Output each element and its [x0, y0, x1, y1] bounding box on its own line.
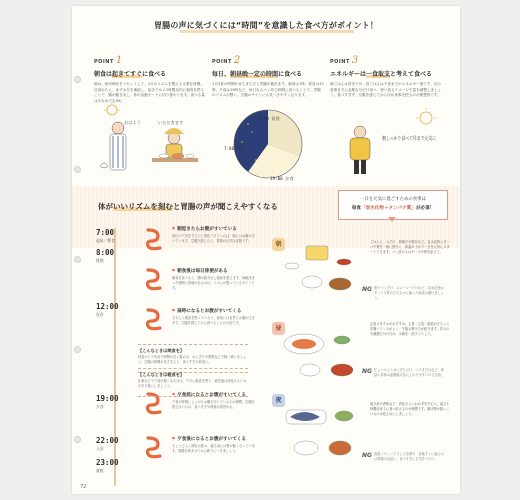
breakfast-illustration [282, 242, 366, 308]
meal-tag-dinner: 夜 [272, 394, 285, 407]
meal-tag-lunch: 昼 [272, 322, 285, 335]
time-block: 23:00 就寝 [96, 458, 119, 473]
miso-soup [329, 278, 351, 290]
side-dish [335, 411, 353, 421]
point-heading: 毎日、朝昼晩一定の時間に食べる [212, 71, 303, 78]
binder-holes [74, 6, 82, 494]
illustration-clock [212, 102, 324, 182]
timeline-entry: ● 夕食前になるとお腹がすいてくる 夕食の時間にしっかりお腹が空いているのが理想。空腹を感じないのは、食べすぎや間食が原因かも。 [172, 392, 256, 419]
point-number: 3 [351, 55, 359, 66]
page-title: 胃腸の声に気づくには“時間”を意識した食べ方がポイント！ [153, 21, 379, 30]
rice-bowl [302, 276, 322, 288]
memo-snack: 【こんなときは間食を】 昼食から夕食まで時間が空く場合は、おにぎりや果物などで軽く補いましょう。空腹の時間が長すぎると、食べすぎの原因に。 [138, 344, 248, 373]
intestine-icon [142, 268, 168, 290]
side-dish [285, 263, 299, 269]
clock-label: 12:00 昼食 [256, 116, 280, 121]
time-block: 7:00 起床／朝食 [96, 228, 115, 243]
handwritten-note: 朝しっかり食べて昼まで元気に [382, 136, 455, 142]
illustration-energy [330, 102, 455, 182]
timeline-entry: ● 朝食後は毎日排便がある 朝食を食べると、腸が動き出し便意を感じます。毎朝決まった時間に排便があるのは、リズムが整っているサインです。 [172, 268, 256, 295]
ng-description: 忙しいからとおにぎりだけ、パスタだけなど、単品の食事は血糖値が急に上がりやすいので注意。 [374, 368, 445, 377]
dinner-illustration [282, 402, 366, 472]
speech-text: おはよう [124, 120, 141, 125]
meal-description: 焼き魚や煮物など、消化のよいおかずを中心に。寝る3時間前までに食べ終えるのが理想です。揚げ物や脂っこいものは控えめにしましょう。 [370, 402, 450, 416]
timeline-entry: ● 夕食後になるとお腹がすいてくる ちょうどよく消化が進み、寝る前には胃が軽くなっています。胃腸を休ませてから眠りにつきましょう。 [172, 436, 256, 463]
point-number: 2 [233, 55, 241, 66]
binder-hole [74, 346, 81, 353]
yellow-jacket [350, 138, 370, 160]
callout-tail [388, 217, 396, 222]
rice-bowl [300, 364, 320, 376]
point-body: 朝ごはんは昼までの、昼ごはんは夕食までのエネルギー源です。次の食事までに必要な分だけ食べ、使い切るイメージで量を調整しましょう。食べすぎず、空腹を感じてから次の食事を摂るのが理想的です。 [330, 82, 442, 98]
ng-description: 夜遅くのこってりした食事や、食後すぐに寝るのは胃腸の負担に。食べすぎにも気をつけて。 [374, 452, 444, 461]
callout-box [338, 190, 448, 220]
binder-hole [74, 166, 81, 173]
ng-label: NG [362, 452, 372, 459]
salad [334, 336, 350, 344]
intestine-icon [142, 436, 168, 458]
point-label: POINT [212, 59, 232, 65]
meal-tag-breakfast: 朝 [272, 238, 285, 251]
soup-bowl [186, 154, 194, 158]
memo-light-meal: 【こんなときは軽食を】 仕事などで夕食が遅くなる日は、夕方に軽食を摂り、帰宅後は消化のよいものを少量にしましょう。 [138, 368, 248, 397]
intestine-icon [142, 308, 168, 330]
ng-label: NG [362, 368, 372, 375]
person-head [112, 122, 124, 134]
clock-label: 19:00 夕食 [270, 176, 294, 181]
rice-bowl [159, 154, 169, 158]
page-number: 72 [80, 484, 87, 490]
meal-description: ごはんに、みそ汁、卵焼きや納豆など。炭水化物とタンパク質を一緒に摂ると、体温が上がり一日を元気にスタートできます。パン派の人はチーズや卵を添えて。 [370, 240, 450, 254]
time-block: 12:00 昼食 [96, 302, 119, 317]
point-label: POINT [330, 59, 350, 65]
point-body: 朝は、体内時計をリセットして、1日のリズムを整える大事な時間。目覚めたら、まず水分を補給し、起きてから1時間以内に朝食を摂ることで、腸が動き出し、体が活動モードに切り替わります。食べる量は少なめでもOK。 [94, 82, 205, 103]
binder-hole [74, 436, 81, 443]
magazine-page [72, 6, 460, 494]
chicken-icon [100, 163, 108, 168]
callout-line: 一日を元気に過ごすための食事は [360, 197, 426, 202]
soup-bowl [331, 364, 353, 376]
clock-label: 7:00 朝食 [224, 146, 245, 151]
point-number: 1 [115, 55, 123, 66]
time-block: 8:00 排便 [96, 248, 115, 263]
callout-line: 毎食「炭水化物＋タンパク質」が必須！ [351, 206, 435, 211]
lunch-illustration [282, 324, 366, 390]
section-title: 体がいいリズムを刻むと胃腸の声が聞こえやすくなる [98, 202, 278, 211]
time-block: 22:00 入浴 [96, 436, 119, 451]
timeline-entry: ● 朝起きたらお腹がすいている 前日の夕食をきちんと消化できていれば、朝にはお腹が空いています。空腹を感じたら、胃腸が元気な証拠です。 [172, 226, 256, 253]
meal-description: 定食スタイルがおすすめ。主食・主菜・副菜がそろうと栄養バランスがよく、午後も集中力が続きます。丼ものや麺類だけの日は、小鉢を一品プラスして。 [370, 322, 450, 336]
point-label: POINT [94, 59, 114, 65]
soup-bowl [329, 441, 351, 455]
point-body: 1日3食の時間がまちまちだと胃腸が疲れます。朝食は7時、昼食は12時、夕食は19時など、毎日なるべく同じ時間に食べることで、胃腸のリズムが整い、空腹のサインにも気づきやすくなります。 [212, 82, 324, 98]
illustration-morning [94, 102, 206, 182]
point-heading: エネルギーは一食取支と考えて食べる [330, 71, 433, 78]
rice-bowl [294, 441, 318, 455]
binder-hole [74, 256, 81, 263]
main-dish [292, 339, 316, 349]
point-heading: 朝食は起きてすぐに食べる [94, 71, 167, 78]
sun-icon [420, 112, 432, 124]
dish [172, 154, 184, 159]
ng-description: 菓子パンだけ、スムージーだけなど、炭水化物かタンパク質のどちらかに偏った朝食は避けましょう。 [374, 286, 444, 300]
binder-hole [74, 76, 81, 83]
egg-roll [306, 246, 328, 260]
pickles [337, 259, 351, 265]
time-block: 19:00 夕食 [96, 394, 119, 409]
person-head [354, 126, 366, 138]
speech-text: いただきます [158, 120, 184, 125]
intestine-icon [142, 228, 168, 250]
sun-icon [107, 105, 117, 115]
timeline-entry: ● 昼時になるとお腹がすいてくる きちんと朝食を摂っていると、昼前には自然とお腹が空きます。空腹を感じてから食べることが大切です。 [172, 308, 256, 335]
ng-label: NG [362, 286, 372, 293]
